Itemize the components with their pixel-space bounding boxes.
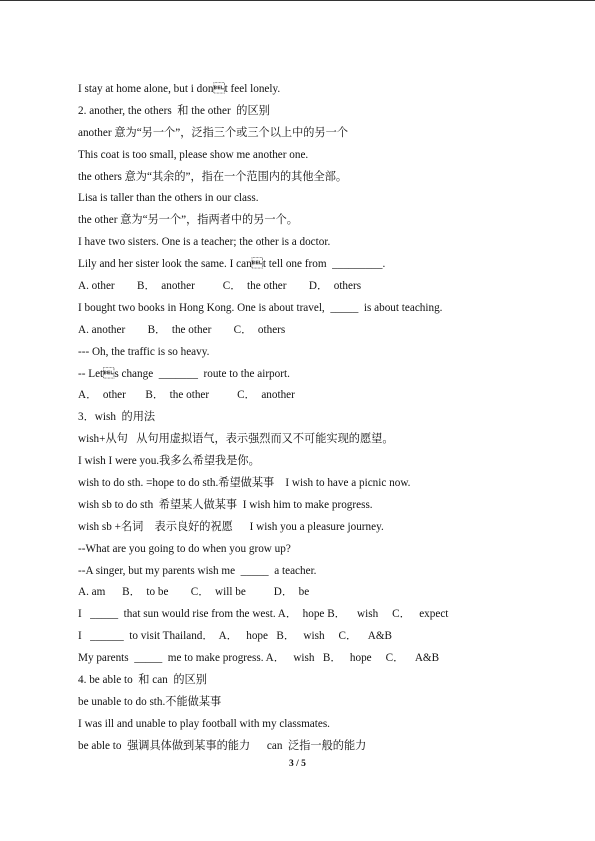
text-line: wish+从句 从句用虚拟语气，表示强烈而又不可能实现的愿望。 bbox=[78, 433, 394, 446]
text-line: A． other B． the other C． another bbox=[78, 389, 295, 402]
header-rule bbox=[0, 0, 595, 1]
text-line: --- Oh, the traffic is so heavy. bbox=[78, 345, 210, 358]
text-line: I have two sisters. One is a teacher; the other is a doctor. bbox=[78, 236, 331, 249]
text-line: -- Lets change _______ route to the airport. bbox=[78, 367, 290, 380]
text-line: I ______ to visit Thailand． A． hope B． wish C． A&B bbox=[78, 630, 392, 643]
text-line: wish to do sth. =hope to do sth.希望做某事 I wish to have a picnic now. bbox=[78, 477, 411, 490]
text-line: I was ill and unable to play football with my classmates. bbox=[78, 717, 330, 730]
text-line: My parents _____ me to make progress. A． wish B． hope C． A&B bbox=[78, 652, 440, 665]
text-line: 3．wish 的用法 bbox=[78, 411, 156, 424]
text-line: A. am B． to be C． will be D． be bbox=[78, 586, 310, 599]
text-line: wish sb +名词 表示良好的祝愿 I wish you a pleasure journey. bbox=[78, 520, 384, 533]
text-line: wish sb to do sth 希望某人做某事 I wish him to make progress. bbox=[78, 498, 373, 511]
text-line: This coat is too small, please show me another one. bbox=[78, 148, 309, 161]
page-number: 3 / 5 bbox=[289, 759, 306, 769]
text-line: A. other B． another C． the other D． others bbox=[78, 280, 362, 293]
text-line: I wish I were you.我多么希望我是你。 bbox=[78, 455, 260, 468]
text-line: 4. be able to 和 can 的区别 bbox=[78, 674, 207, 687]
text-line: the others 意为“其余的”，指在一个范围内的其他全部。 bbox=[78, 170, 348, 183]
text-line: be able to 强调具体做到某事的能力 can 泛指一般的能力 bbox=[78, 739, 367, 752]
page-body bbox=[78, 79, 568, 758]
text-line: 2. another, the others 和 the other 的区别 bbox=[78, 104, 270, 117]
text-line: --What are you going to do when you grow up? bbox=[78, 542, 291, 555]
text-line: --A singer, but my parents wish me _____ a teacher. bbox=[78, 564, 317, 577]
text-line: be unable to do sth.不能做某事 bbox=[78, 695, 222, 708]
text-line: A. another B． the other C． others bbox=[78, 323, 286, 336]
text-line: Lily and her sister look the same. I cant tell one from _________. bbox=[78, 258, 386, 271]
text-line: I bought two books in Hong Kong. One is about travel, _____ is about teaching. bbox=[78, 301, 443, 314]
text-line: I stay at home alone, but i dont feel lonely. bbox=[78, 83, 281, 95]
text-line: I _____ that sun would rise from the west. A． hope B． wish C． expect bbox=[78, 608, 449, 621]
text-line: the other 意为“另一个”，指两者中的另一个。 bbox=[78, 214, 298, 227]
text-line: Lisa is taller than the others in our class. bbox=[78, 192, 259, 205]
text-line: another 意为“另一个”，泛指三个或三个以上中的另一个 bbox=[78, 126, 349, 139]
